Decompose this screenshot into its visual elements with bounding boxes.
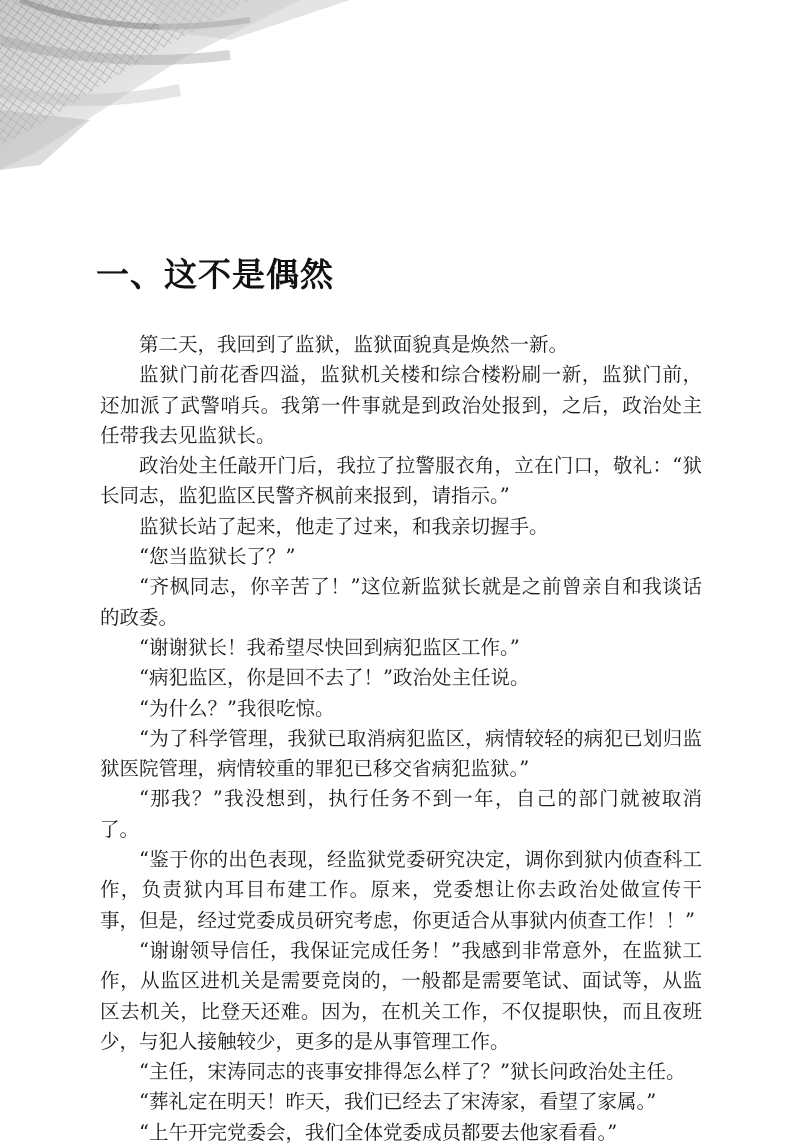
paragraph: “齐枫同志，你辛苦了！”这位新监狱长就是之前曾亲自和我谈话的政委。 <box>100 575 702 629</box>
paragraph: 第二天，我回到了监狱，监狱面貌真是焕然一新。 <box>139 333 569 356</box>
chapter-title: 一、这不是偶然 <box>96 255 334 294</box>
paragraph: “上午开完党委会，我们全体党委成员都要去他家看看。” <box>139 1120 618 1144</box>
paragraph: “为什么？”我很吃惊。 <box>139 696 335 720</box>
paragraph: “谢谢狱长！我希望尽快回到病犯监区工作。” <box>139 635 520 659</box>
paragraph: “您当监狱长了？” <box>139 545 296 569</box>
paragraph: 政治处主任敲开门后，我拉了拉警服衣角，立在门口，敬礼：“狱长同志，监犯监区民警齐枫前来报到，请指示。” <box>100 454 702 508</box>
paragraph: “那我？”我没想到，执行任务不到一年，自己的部门就被取消了。 <box>100 787 702 841</box>
paragraph: “谢谢领导信任，我保证完成任务！”我感到非常意外，在监狱工作，从监区进机关是需要竞岗的，一般都是需要笔试、面试等，从监区去机关，比登天还难。因为，在机关工作，不仅提职快，而且夜班少，与犯人接触较少，更多的是从事管理工作。 <box>100 938 702 1053</box>
corner-decoration-image <box>0 0 360 170</box>
paragraph: “葬礼定在明天！昨天，我们已经去了宋涛家，看望了家属。” <box>139 1090 657 1114</box>
paragraph: 监狱门前花香四溢，监狱机关楼和综合楼粉刷一新，监狱门前，还加派了武警哨兵。我第一件事就是到政治处报到，之后，政治处主任带我去见监狱长。 <box>100 363 702 447</box>
body-text <box>100 330 702 1148</box>
paragraph: “为了科学管理，我狱已取消病犯监区，病情较轻的病犯已划归监狱医院管理，病情较重的罪犯已移交省病犯监狱。” <box>100 726 702 781</box>
paragraph: “鉴于你的出色表现，经监狱党委研究决定，调你到狱内侦查科工作，负责狱内耳目布建工作。原来，党委想让你去政治处做宣传干事，但是，经过党委成员研究考虑，你更适合从事狱内侦查工作！！” <box>100 848 702 932</box>
paragraph: “病犯监区，你是回不去了！”政治处主任说。 <box>139 666 530 690</box>
paragraph: 监狱长站了起来，他走了过来，和我亲切握手。 <box>139 514 549 538</box>
paragraph: “主任，宋涛同志的丧事安排得怎么样了？”狱长问政治处主任。 <box>139 1060 686 1084</box>
